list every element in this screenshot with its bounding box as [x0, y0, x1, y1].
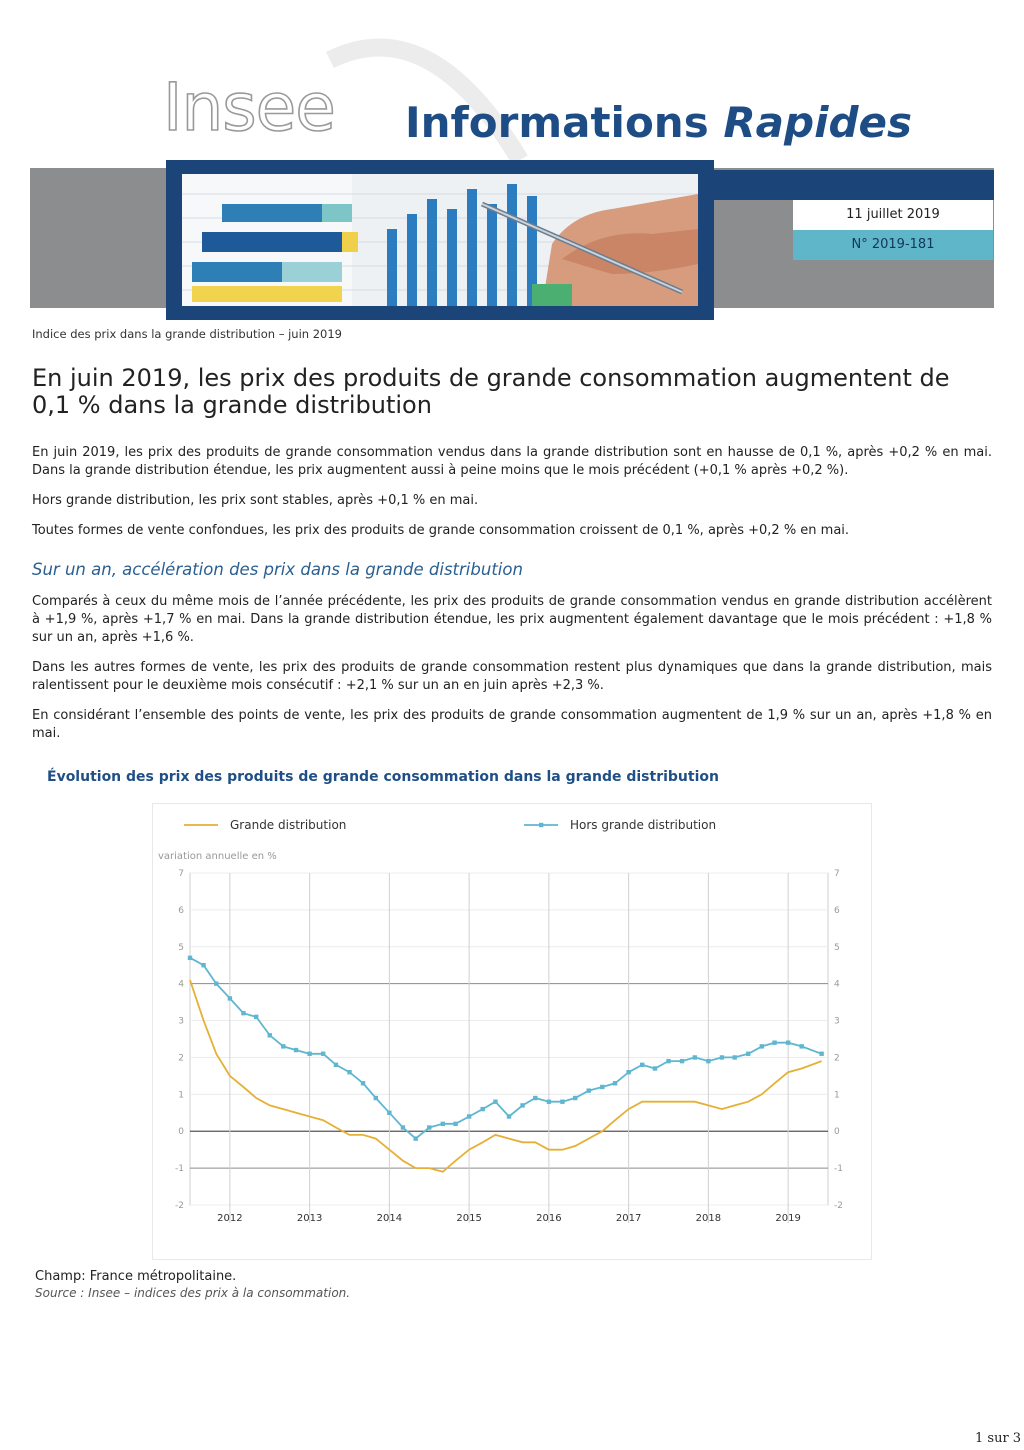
- series-point: [732, 1055, 736, 1059]
- publication-title-em: Rapides: [723, 98, 913, 147]
- insee-logo: Insee: [163, 69, 335, 146]
- x-tick-label: 2014: [376, 1213, 403, 1224]
- paragraph-6: En considérant l’ensemble des points de vente, les prix des produits de grande consommation augmentent de 1,9 % sur un an, après +1,8 % en mai.: [32, 708, 992, 741]
- paragraph-4: Comparés à ceux du même mois de l’année précédente, les prix des produits de grande consommation vendus en grande distribution accélèrent à +1,9 %, après +1,7 % en mai. Dans la grande distribution étendue, les prix augmentent également davantage que le mois précédent : +1,8 % sur un an, après +1,6 %.: [32, 594, 992, 645]
- y-tick-label-left: -1: [175, 1164, 184, 1175]
- hero-illustration: [182, 174, 698, 306]
- series-line: [190, 980, 822, 1172]
- y-tick-label-right: 0: [834, 1127, 840, 1138]
- publication-title-main: Informations: [405, 98, 709, 147]
- series-point: [347, 1070, 351, 1074]
- legend-marker: [539, 823, 543, 827]
- x-tick-label: 2013: [296, 1213, 323, 1224]
- y-tick-label-left: 0: [178, 1127, 184, 1138]
- y-tick-label-right: -1: [834, 1164, 843, 1175]
- y-tick-label-right: 5: [834, 942, 840, 953]
- series-point: [573, 1096, 577, 1100]
- hero-image: [166, 160, 714, 320]
- series-point: [201, 963, 205, 967]
- page-number: 1 sur 3: [975, 1431, 1022, 1446]
- series-point: [560, 1100, 564, 1104]
- series-point: [441, 1122, 445, 1126]
- header-swoosh: [320, 20, 540, 170]
- series-point: [254, 1015, 258, 1019]
- series-point: [307, 1052, 311, 1056]
- series-point: [786, 1040, 790, 1044]
- y-tick-label-right: 3: [834, 1016, 840, 1027]
- section-subheading: Sur un an, accélération des prix dans la grande distribution: [32, 560, 523, 579]
- x-tick-label: 2012: [217, 1213, 243, 1224]
- publication-date: 11 juillet 2019: [793, 200, 993, 230]
- y-tick-label-right: 7: [834, 869, 840, 879]
- y-axis-label: variation annuelle en %: [158, 851, 277, 862]
- series-point: [746, 1052, 750, 1056]
- series-point: [587, 1088, 591, 1092]
- series-point: [321, 1052, 325, 1056]
- y-tick-label-left: 1: [178, 1090, 184, 1101]
- y-tick-label-right: -2: [834, 1201, 843, 1211]
- y-tick-label-left: 2: [178, 1053, 184, 1064]
- series-point: [507, 1114, 511, 1118]
- y-tick-label-left: 4: [178, 979, 184, 990]
- series-point: [533, 1096, 537, 1100]
- series-point: [799, 1044, 803, 1048]
- series-point: [480, 1107, 484, 1111]
- chart-note-champ: Champ: France métropolitaine.: [35, 1269, 237, 1284]
- headline: En juin 2019, les prix des produits de grande consommation augmentent de 0,1 % dans la grande distribution: [32, 364, 950, 419]
- y-tick-label-right: 1: [834, 1090, 840, 1101]
- series-point: [214, 981, 218, 985]
- series-point: [334, 1063, 338, 1067]
- y-tick-label-left: 7: [178, 869, 184, 879]
- series-point: [819, 1052, 823, 1056]
- series-point: [680, 1059, 684, 1063]
- series-point: [374, 1096, 378, 1100]
- x-tick-label: 2017: [615, 1213, 642, 1224]
- x-tick-label: 2019: [775, 1213, 801, 1224]
- plot-area: [190, 873, 828, 1205]
- series-point: [653, 1066, 657, 1070]
- series-point: [640, 1063, 644, 1067]
- paragraph-5: Dans les autres formes de vente, les prix des produits de grande consommation restent plus dynamiques que dans la grande distribution, mais ralentissent pour le deuxième mois consécutif : +2,1 % sur un an en juin après +2,3 %.: [32, 660, 992, 693]
- series-label: Indice des prix dans la grande distribution – juin 2019: [32, 327, 342, 341]
- series-point: [600, 1085, 604, 1089]
- series-point: [520, 1103, 524, 1107]
- y-tick-label-right: 4: [834, 979, 840, 990]
- y-tick-label-left: 3: [178, 1016, 184, 1027]
- paragraph-2: Hors grande distribution, les prix sont stables, après +0,1 % en mai.: [32, 493, 479, 508]
- legend-label: Hors grande distribution: [570, 818, 717, 832]
- series-point: [281, 1044, 285, 1048]
- x-tick-label: 2018: [695, 1213, 722, 1224]
- series-point: [626, 1070, 630, 1074]
- series-point: [760, 1044, 764, 1048]
- publication-title: [405, 98, 913, 147]
- series-point: [467, 1114, 471, 1118]
- x-tick-label: 2016: [536, 1213, 562, 1224]
- series-point: [387, 1111, 391, 1115]
- paragraph-3: Toutes formes de vente confondues, les prix des produits de grande consommation croissent de 0,1 %, après +0,2 % en mai.: [32, 523, 850, 538]
- series-point: [228, 996, 232, 1000]
- header-blue-bar: [698, 170, 994, 200]
- series-point: [401, 1125, 405, 1129]
- series-point: [361, 1081, 365, 1085]
- publication-number: N° 2019-181: [793, 230, 993, 260]
- series-point: [188, 956, 192, 960]
- series-point: [720, 1055, 724, 1059]
- series-point: [547, 1100, 551, 1104]
- y-tick-label-left: 5: [178, 942, 184, 953]
- line-chart: [152, 803, 872, 1260]
- series-point: [693, 1055, 697, 1059]
- series-point: [294, 1048, 298, 1052]
- series-point: [613, 1081, 617, 1085]
- legend-label: Grande distribution: [230, 818, 347, 832]
- series-point: [493, 1100, 497, 1104]
- y-tick-label-right: 2: [834, 1053, 840, 1064]
- y-tick-label-left: -2: [175, 1201, 184, 1211]
- chart-note-source: Source : Insee – indices des prix à la consommation.: [35, 1286, 351, 1300]
- y-tick-label-left: 6: [178, 905, 184, 916]
- series-point: [268, 1033, 272, 1037]
- series-point: [413, 1136, 417, 1140]
- y-tick-label-right: 6: [834, 905, 840, 916]
- chart-title: Évolution des prix des produits de grande consommation dans la grande distribution: [47, 769, 719, 785]
- series-point: [706, 1059, 710, 1063]
- series-point: [427, 1125, 431, 1129]
- series-point: [241, 1011, 245, 1015]
- paragraph-1: En juin 2019, les prix des produits de grande consommation vendus dans la grande distribution sont en hausse de 0,1 %, après +0,2 % en mai. Dans la grande distribution étendue, les prix augmentent aussi à peine moins que le mois précédent (+0,1 % après +0,2 %).: [32, 445, 992, 478]
- series-point: [772, 1040, 776, 1044]
- series-point: [666, 1059, 670, 1063]
- series-point: [453, 1122, 457, 1126]
- x-tick-label: 2015: [456, 1213, 482, 1224]
